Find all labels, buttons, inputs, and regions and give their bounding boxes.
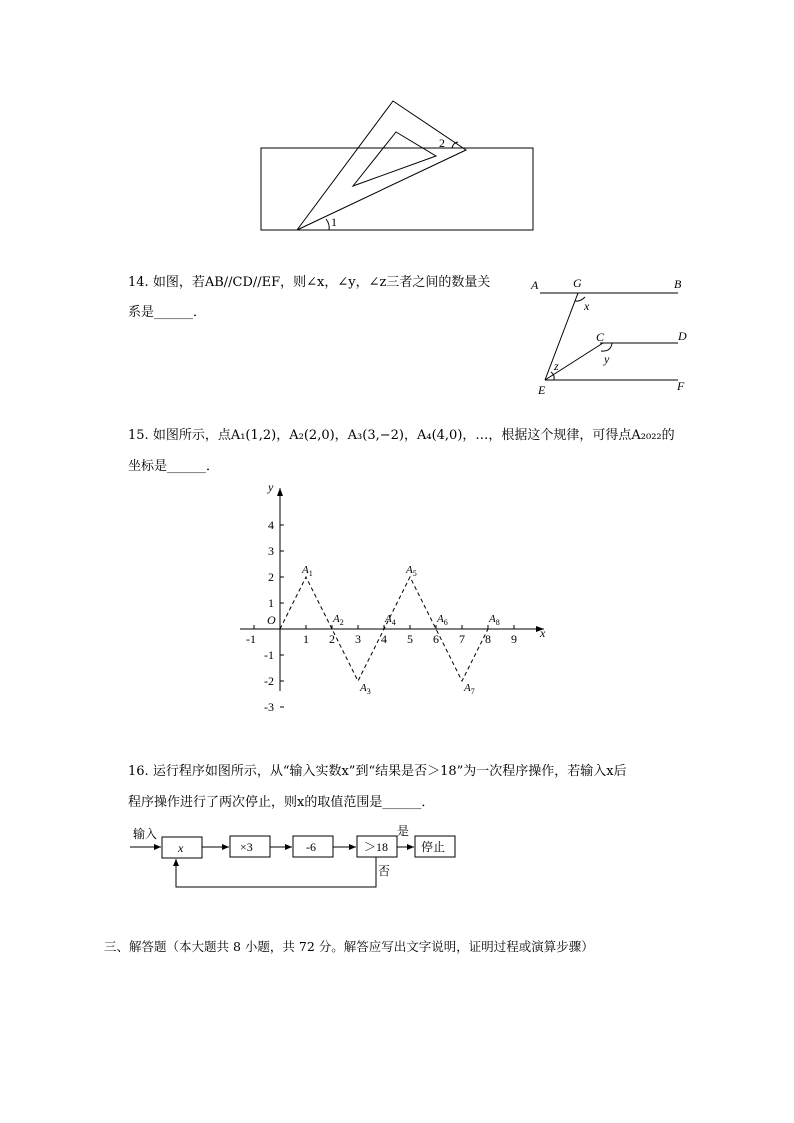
- x-tick-label: 1: [303, 632, 309, 646]
- q14-number: 14.: [128, 275, 149, 290]
- y-tick-label: -1: [264, 648, 274, 662]
- point-label-A4: $A_4$: [385, 613, 396, 627]
- point-label-A6: $A_6$: [437, 613, 448, 627]
- label-F: F: [677, 379, 685, 393]
- point-label-A3: $A_3$: [360, 682, 371, 696]
- point-label-A2: $A_2$: [333, 613, 344, 627]
- q16-number: 16.: [128, 764, 149, 779]
- flow-input-label: 输入: [133, 827, 158, 841]
- label-C: C: [596, 330, 605, 344]
- x-tick-label: 5: [407, 632, 413, 646]
- x-tick-label: 3: [355, 632, 361, 646]
- label-B: B: [674, 277, 682, 291]
- y-tick-label: -3: [264, 700, 274, 714]
- q14-line1: [128, 275, 490, 291]
- q15-number: 15.: [128, 428, 149, 443]
- q16-line2: 程序操作进行了两次停止，则x的取值范围是______．: [128, 795, 435, 810]
- label-D: D: [678, 329, 687, 343]
- y-tick-label: 3: [268, 544, 274, 558]
- point-label-A8: $A_8$: [489, 613, 500, 627]
- set-square-outer: [297, 101, 466, 230]
- y-tick-label: -2: [264, 674, 274, 688]
- ruler-rectangle: [261, 148, 533, 230]
- angle-1-label: 1: [331, 215, 337, 229]
- flow-sub-label: -6: [306, 840, 316, 854]
- y-tick-label: 2: [268, 570, 274, 584]
- q15-line2: 坐标是______．: [128, 459, 220, 474]
- x-tick-label: 6: [433, 632, 439, 646]
- x-tick-label: 8: [485, 632, 491, 646]
- y-tick-label: 4: [268, 518, 274, 532]
- q15-line1: [128, 428, 675, 444]
- x-tick-label: 4: [381, 632, 387, 646]
- x-tick-label: 2: [329, 632, 335, 646]
- x-axis-label: x: [540, 626, 546, 640]
- flow-stop-label: 停止: [421, 840, 446, 854]
- flow-x-label: x: [178, 841, 184, 855]
- label-E: E: [538, 383, 546, 397]
- chart-axes: [240, 480, 546, 691]
- flow-no-label: 否: [378, 864, 391, 878]
- parallel-lines-figure: [528, 270, 698, 400]
- q14-line2: 系是______．: [128, 305, 207, 320]
- point-label-A5: $A_5$: [406, 564, 417, 578]
- angle-2-label: 2: [439, 136, 445, 150]
- angle-2-arc: [452, 142, 458, 148]
- set-square-figure: [250, 95, 550, 240]
- x-tick-label: 9: [511, 632, 517, 646]
- label-y: y: [604, 352, 610, 366]
- angle-1-arc: [326, 219, 329, 230]
- q15-text-1: 如图所示，点A₁(1,2)，A₂(2,0)，A₃(3,−2)，A₄(4,0)，…，根据这个规律，可得点A₂₀₂₂的: [152, 428, 675, 443]
- label-A: A: [531, 278, 539, 292]
- section-3-heading: 三、解答题（本大题共 8 小题，共 72 分。解答应写出文字说明，证明过程或演算步骤）: [104, 939, 594, 954]
- y-axis-arrow: [277, 488, 283, 496]
- origin-label: O: [267, 613, 276, 627]
- y-axis-label: y: [268, 480, 274, 494]
- label-x: x: [584, 299, 590, 313]
- point-label-A1: $A_1$: [302, 564, 313, 578]
- flow-yes-label: 是: [397, 824, 410, 838]
- flow-cmp-label: ＞18: [364, 840, 389, 854]
- q14-text-1: 如图，若AB//CD//EF，则∠x，∠y，∠z三者之间的数量关: [152, 275, 491, 290]
- x-tick-label: -1: [246, 632, 256, 646]
- q16-line1: [128, 764, 627, 780]
- q16-text-1: 运行程序如图所示，从“输入实数x”到“结果是否＞18”为一次程序操作，若输入x后: [152, 764, 627, 779]
- label-z: z: [554, 359, 559, 373]
- coordinate-chart: [230, 475, 560, 730]
- flow-mul-label: ×3: [240, 840, 253, 854]
- x-tick-label: 7: [459, 632, 465, 646]
- label-G: G: [573, 276, 582, 290]
- chart-points: [301, 564, 500, 696]
- point-label-A7: $A_7$: [464, 682, 475, 696]
- set-square-inner: [353, 132, 436, 186]
- flowchart: [125, 820, 465, 892]
- y-tick-label: 1: [268, 596, 274, 610]
